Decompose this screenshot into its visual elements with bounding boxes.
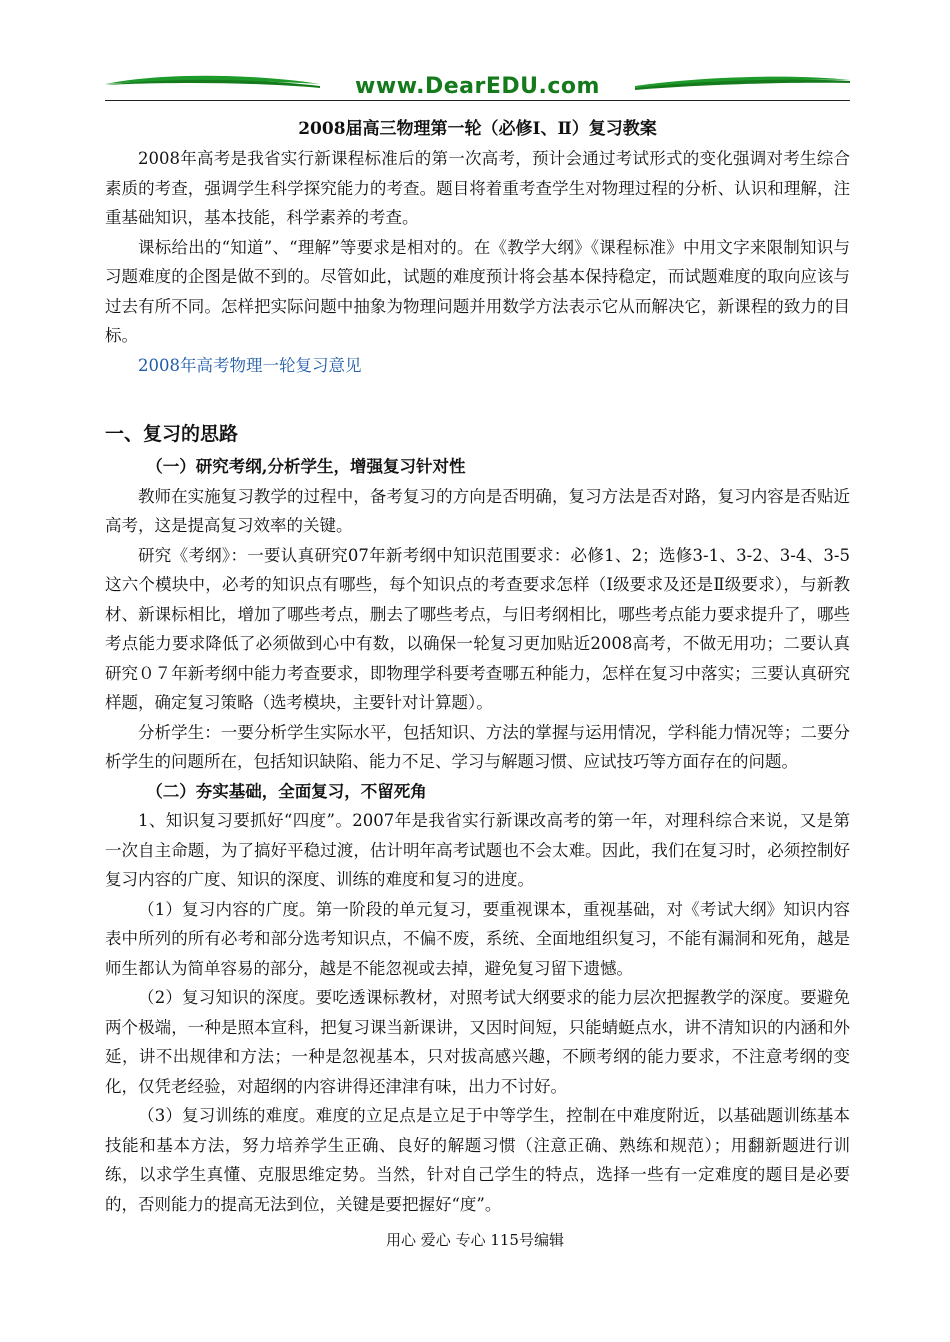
review-opinion-link[interactable]: 2008年高考物理一轮复习意见 [138, 355, 362, 375]
body-paragraph: （2）复习知识的深度。要吃透课标教材，对照考试大纲要求的能力层次把握教学的深度。要避免两个极端，一种是照本宣科，把复习课当新课讲，又因时间短，只能蜻蜓点水，讲不清知识的内涵和外延，讲不出规律和方法；一种是忽视基本，只对拔高感兴趣，不顾考纲的能力要求，不注意考纲的变化，仅凭老经验，对超纲的内容讲得还津津有味，出力不讨好。 [105, 988, 850, 1096]
intro-paragraph: 2008年高考是我省实行新课程标准后的第一次高考，预计会通过考试形式的变化强调对考生综合素质的考查，强调学生科学探究能力的考查。题目将着重考查学生对物理过程的分析、认识和理解，注重基础知识，基本技能，科学素养的考查。 [105, 149, 850, 227]
body-paragraph: （1）复习内容的广度。第一阶段的单元复习，要重视课本，重视基础，对《考试大纲》知识内容表中所列的所有必考和部分选考知识点，不偏不废，系统、全面地组织复习，不能有漏洞和死角，越是师生都认为简单容易的部分，越是不能忽视或去掉，避免复习留下遗憾。 [105, 899, 850, 978]
body-paragraph: 1、知识复习要抓好“四度”。2007年是我省实行新课改高考的第一年，对理科综合来说，又是第一次自主命题，为了搞好平稳过渡，估计明年高考试题也不会太难。因此，我们在复习时，必须控制好复习内容的广度、知识的深度、训练的难度和复习的进度。 [105, 811, 850, 889]
body-paragraph: （3）复习训练的难度。难度的立足点是立足于中等学生，控制在中难度附近，以基础题训练基本技能和基本方法，努力培养学生正确、良好的解题习惯（注意正确、熟练和规范）；用翻新题进行训练，以求学生真懂、克服思维定势。当然，针对自己学生的特点，选择一些有一定难度的题目是必要的，否则能力的提高无法到位，关键是要把握好“度”。 [105, 1106, 850, 1214]
site-header [105, 70, 850, 104]
body-paragraph: 研究《考纲》：一要认真研究07年新考纲中知识范围要求：必修1、2；选修3-1、3-2、3-4、3-5这六个模块中，必考的知识点有哪些，每个知识点的考查要求怎样（Ⅰ级要求及还是Ⅱ级要求），与新教材、新课标相比，增加了哪些考点，删去了哪些考点，与旧考纲相比，哪些考点能力要求提升了，哪些考点能力要求降低了必须做到心中有数，以确保一轮复习更加贴近2008高考，不做无用功；二要认真研究０７年新考纲中能力考查要求，即物理学科要考查哪五种能力，怎样在复习中落实；三要认真研究样题，确定复习策略（选考模块，主要针对计算题）。 [105, 545, 850, 712]
body-paragraph: 教师在实施复习教学的过程中，备考复习的方向是否明确，复习方法是否对路，复习内容是否贴近高考，这是提高复习效率的关键。 [105, 486, 850, 535]
site-logo[interactable]: www.DearEDU.com [355, 74, 600, 99]
document-body [105, 114, 850, 1219]
body-paragraph: 分析学生：一要分析学生实际水平，包括知识、方法的掌握与运用情况，学科能力情况等；二要分析学生的问题所在，包括知识缺陷、能力不足、学习与解题习惯、应试技巧等方面存在的问题。 [105, 722, 850, 771]
subsection-heading-solid-foundation: （二）夯实基础，全面复习，不留死角 [146, 781, 427, 801]
intro-paragraph: 课标给出的“知道”、“理解”等要求是相对的。在《教学大纲》《课程标准》中用文字来限制知识与习题难度的企图是做不到的。尽管如此，试题的难度预计将会基本保持稳定，而试题难度的取向应该与过去有所不同。怎样把实际问题中抽象为物理问题并用数学方法表示它从而解决它，新课程的致力的目标。 [105, 237, 850, 345]
header-divider [105, 100, 850, 101]
subsection-heading-study-syllabus: （一）研究考纲,分析学生，增强复习针对性 [146, 457, 466, 476]
section-heading-review-approach: 一、复习的思路 [105, 423, 239, 445]
page-footer: 用心 爱心 专心 115号编辑 [386, 1231, 564, 1249]
document-title: 2008届高三物理第一轮（必修Ⅰ、Ⅱ）复习教案 [298, 119, 657, 139]
